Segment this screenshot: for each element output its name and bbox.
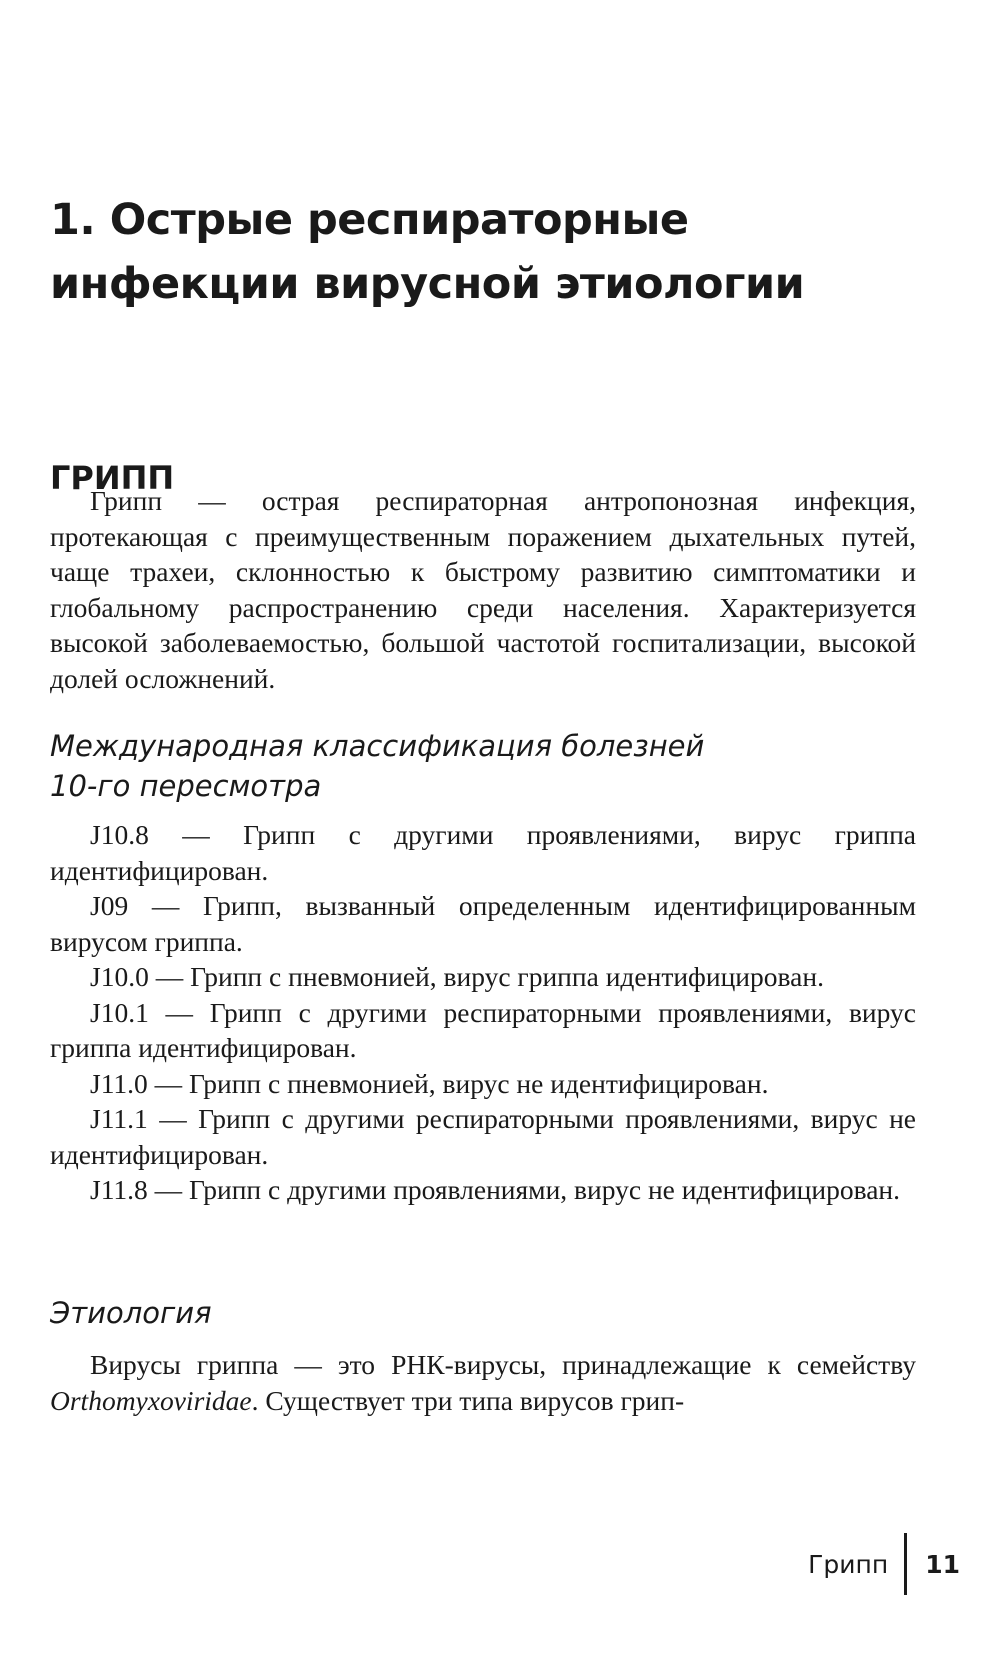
icd-heading [50, 726, 704, 806]
icd-heading-line-1: Международная классификация болезней [50, 729, 705, 763]
icd-code-item: J11.1 — Грипп с другими респираторными проявлениями, вирус не идентифицирован. [50, 1103, 916, 1170]
etiology-text-start: Вирусы гриппа — это РНК-вирусы, принадлежащие к семейству [90, 1349, 916, 1380]
icd-code-item: J09 — Грипп, вызванный определенным идентифицированным вирусом гриппа. [50, 890, 916, 957]
footer-divider [904, 1533, 907, 1595]
chapter-title-line-1: 1. Острые респираторные [50, 195, 689, 245]
etiology-paragraph [50, 1347, 916, 1418]
icd-code-item: J11.0 — Грипп с пневмонией, вирус не идентифицирован. [90, 1067, 769, 1099]
section-heading: ГРИПП [50, 459, 175, 497]
intro-paragraph: Грипп — острая респираторная антропонозная инфекция, протекающая с преимущественным поражением дыхательных путей, чаще трахеи, склонностью к быстрому развитию симптоматики и глобальному распространению среди населения. Характеризуется высокой заболеваемостью, большой частотой госпитализации, высокой долей осложнений. [50, 485, 916, 694]
icd-code-item: J11.8 — Грипп с другими проявлениями, вирус не идентифицирован. [90, 1174, 901, 1205]
icd-code-list [50, 817, 916, 1208]
running-head: Грипп [808, 1549, 889, 1579]
etiology-heading: Этиология [50, 1296, 212, 1330]
virus-family-name: Orthomyxoviridae [50, 1384, 252, 1416]
page-footer [808, 1532, 960, 1596]
icd-code-item: J10.0 — Грипп с пневмонией, вирус гриппа идентифицирован. [90, 961, 824, 992]
icd-code-item: J10.8 — Грипп с другими проявлениями, вирус гриппа идентифицирован. [50, 819, 916, 886]
chapter-title-line-2: инфекции вирусной этиологии [50, 259, 805, 309]
etiology-text-end: . Существует три типа вирусов грип- [251, 1384, 685, 1416]
page-number: 11 [925, 1549, 960, 1579]
icd-heading-line-2: 10-го пересмотра [50, 769, 322, 803]
chapter-title [50, 188, 930, 316]
icd-code-item: J10.1 — Грипп с другими респираторными проявлениями, вирус гриппа идентифицирован. [50, 996, 916, 1063]
